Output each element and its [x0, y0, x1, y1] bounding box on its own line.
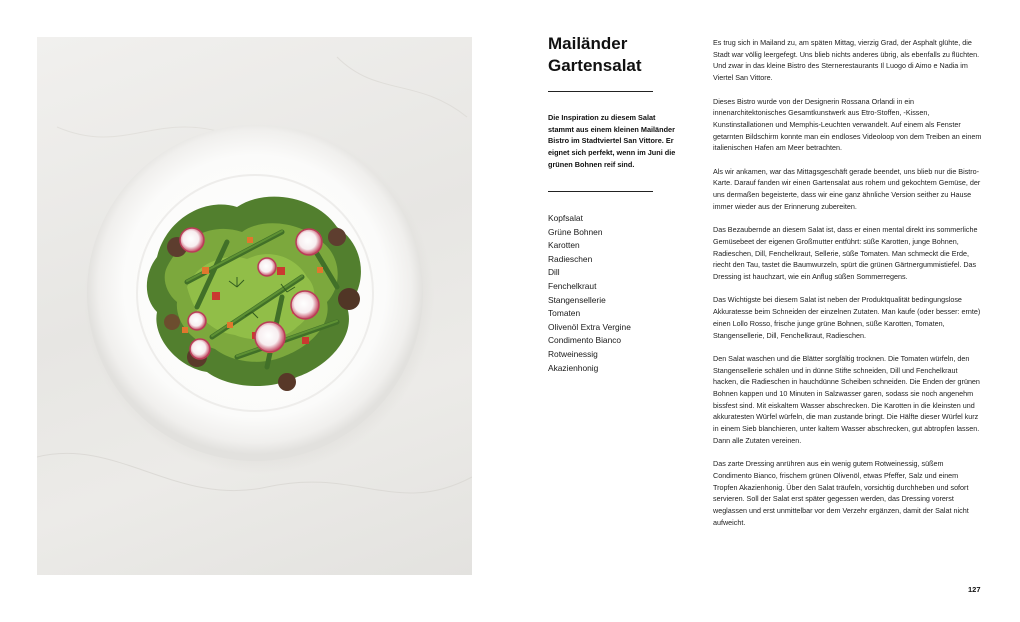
ingredient-item: Dill [548, 267, 560, 278]
body-paragraph: Das Bezaubernde an diesem Salat ist, dass er einen mental direkt ins sommerliche Gemüsebeet der eigenen Großmutter entführt: süße Karotten, junge Bohnen, Radieschen, Dill, Fenchelkraut, Sellerie, süße Tomaten. Man schmeckt die Erde, riecht den Tau, tastet die Baumwurzeln, spürt die grünen Gärtnergummistiefel. Das Dressing ist hauchzart, wie ein Anflug süßen Sommerregens. [713, 225, 978, 282]
ingredient-item: Radieschen [548, 253, 593, 264]
salad-illustration [37, 37, 472, 575]
ingredient-item: Akazienhonig [548, 362, 599, 373]
ingredient-item: Stangensellerie [548, 294, 606, 305]
ingredient-item: Tomaten [548, 308, 581, 319]
ingredient-item: Condimento Bianco [548, 335, 622, 346]
recipe-intro: Die Inspiration zu diesem Salat stammt aus einem kleinen Mailänder Bistro im Stadtviertel San Vittore. Er eignet sich perfekt, wenn im Juni die grünen Bohnen reif sind. [548, 113, 676, 169]
body-paragraph: Das Wichtigste bei diesem Salat ist neben der Produktqualität bedingungslose Akkuratesse beim Schneiden der einzelnen Zutaten. Man kaufe (oder besser: ernte) einen Lollo Rosso, frische junge grüne Bohnen, süße Karotten, Tomaten, Stangensellerie, Dill, Fenchelkraut, Radieschen. [713, 295, 981, 340]
ingredient-list [548, 212, 631, 375]
divider-top [548, 91, 653, 92]
recipe-body [713, 37, 983, 540]
page-number: 127 [968, 585, 981, 594]
ingredient-item: Karotten [548, 240, 580, 251]
body-paragraph: Es trug sich in Mailand zu, am späten Mittag, vierzig Grad, der Asphalt glühte, die Stadt war völlig leergefegt. Uns blieb nichts anderes übrig, als ebenfalls zu flüchten. Und zwar in das kleine Bistro des Sternerestaurants Il Luogo di Aimo e Nadia im Viertel San Vittore. [713, 38, 980, 83]
ingredient-item: Olivenöl Extra Vergine [548, 321, 631, 332]
ingredient-item: Fenchelkraut [548, 280, 597, 291]
salad-photo [37, 37, 472, 575]
body-paragraph: Dieses Bistro wurde von der Designerin Rossana Orlandi in ein innenarchitektonisches Gesamtkunstwerk aus Etro-Stoffen, -Kissen, Kunstinstallationen und Memphis-Leuchten verwandelt. Auf einem als Fenster getarnten Bildschirm konnte man ein endloses Videoloop von dem Treiben an einem italienischen Hafen am Meer betrachten. [713, 96, 982, 153]
body-paragraph: Den Salat waschen und die Blätter sorgfältig trocknen. Die Tomaten würfeln, den Stangensellerie schälen und in dünne Stifte schneiden, Dill und Fenchelkraut hacken, die Radieschen in hauchdünne Scheiben schneiden. Die Enden der grünen Bohnen kappen und 10 Minuten in Salzwasser garen, sodass sie noch angenehm bissfest sind. Mit eiskaltem Wasser abschrecken. Die Karotten in die kleinsten und akkuratesten Würfel würfeln, die man zustande bringt. Die Hälfte dieser Würfel kurz in einem Sieb blanchieren, unter kaltem Wasser abschrecken, gut abtropfen lassen. Dann alle Zutaten vereinen. [713, 353, 980, 445]
body-paragraph: Als wir ankamen, war das Mittagsgeschäft gerade beendet, uns blieb nur die Bistro-Karte. Darauf fanden wir einen Gartensalat aus rohem und gekochtem Gemüse, der uns dermaßen begeisterte, dass wir eine ganz ähnliche Version seither zu Hause immer wieder aus der Erinnerung zubereiten. [713, 166, 981, 211]
ingredient-item: Grüne Bohnen [548, 226, 603, 237]
recipe-title: Mailänder Gartensalat [548, 34, 642, 75]
body-paragraph: Das zarte Dressing anrühren aus ein wenig gutem Rotweinessig, süßem Condimento Bianco, frischem grünen Olivenöl, etwas Pfeffer, Salz und einem Tropfen Akazienhonig. Über den Salat träufeln, vorsichtig durchheben und sofort servieren. Soll der Salat erst später gegessen werden, das Dressing vorerst weglassen und erst unmittelbar vor dem Verzehr ergänzen, damit der Salat nicht aufweicht. [713, 459, 969, 527]
divider-bottom [548, 191, 653, 192]
ingredient-item: Rotweinessig [548, 348, 598, 359]
ingredient-item: Kopfsalat [548, 213, 583, 223]
